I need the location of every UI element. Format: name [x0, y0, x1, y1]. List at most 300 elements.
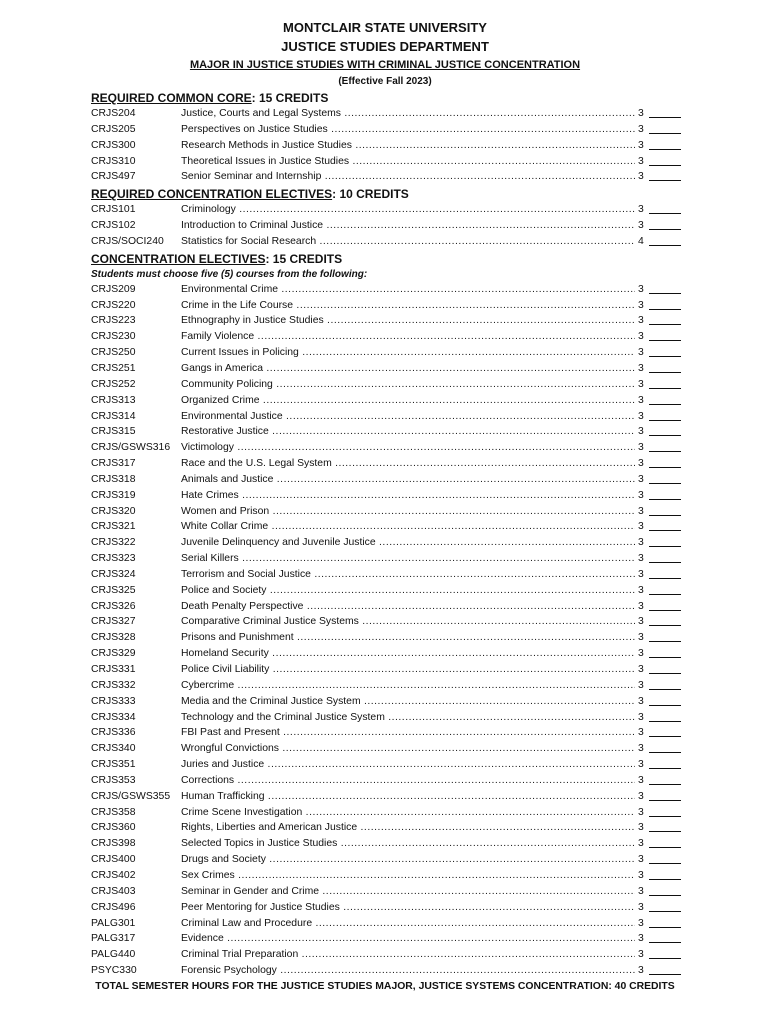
course-row [0, 298, 770, 314]
completion-blank[interactable] [649, 831, 681, 832]
completion-blank[interactable] [649, 499, 681, 500]
course-title-text: Drugs and Society [181, 854, 266, 866]
course-row [0, 456, 770, 472]
completion-blank[interactable] [649, 180, 681, 181]
course-credits: 3 [638, 917, 644, 929]
course-title-text: Peer Mentoring for Justice Studies [181, 901, 340, 913]
course-code: CRJS319 [91, 489, 136, 501]
course-credits: 3 [638, 489, 644, 501]
completion-blank[interactable] [649, 911, 681, 912]
course-row [0, 852, 770, 868]
course-title [181, 900, 635, 916]
course-credits: 3 [638, 901, 644, 913]
completion-blank[interactable] [649, 879, 681, 880]
course-title-text: Introduction to Criminal Justice [181, 220, 324, 232]
course-code: CRJS250 [91, 347, 136, 359]
course-row [0, 202, 770, 218]
completion-blank[interactable] [649, 784, 681, 785]
course-title [181, 535, 635, 551]
completion-blank[interactable] [649, 356, 681, 357]
completion-blank[interactable] [649, 816, 681, 817]
completion-blank[interactable] [649, 594, 681, 595]
course-title-text: Family Violence [181, 331, 255, 343]
course-code: CRJS332 [91, 679, 136, 691]
course-credits: 3 [638, 347, 644, 359]
course-title-text: Human Trafficking [181, 790, 265, 802]
course-title [181, 725, 635, 741]
course-title-text: Community Policing [181, 378, 273, 390]
completion-blank[interactable] [649, 689, 681, 690]
course-code: CRJS101 [91, 204, 136, 216]
course-title [181, 599, 635, 615]
course-row [0, 218, 770, 234]
program-title: MAJOR IN JUSTICE STUDIES WITH CRIMINAL JUSTICE CONCENTRATION [189, 59, 581, 71]
completion-blank[interactable] [649, 927, 681, 928]
course-code: CRJS340 [91, 743, 136, 755]
course-title [181, 916, 635, 932]
completion-blank[interactable] [649, 117, 681, 118]
course-code: CRJS326 [91, 600, 136, 612]
course-row [0, 377, 770, 393]
course-code: PALG317 [91, 933, 136, 945]
course-code: PALG301 [91, 917, 136, 929]
course-row [0, 820, 770, 836]
course-row [0, 773, 770, 789]
course-credits: 3 [638, 711, 644, 723]
section-heading [91, 251, 770, 267]
course-code: CRJS315 [91, 426, 136, 438]
course-code: CRJS497 [91, 171, 136, 183]
course-title-text: Criminal Law and Procedure [181, 917, 313, 929]
course-title [181, 234, 635, 250]
course-credits: 3 [638, 679, 644, 691]
section-credits: : 10 CREDITS [332, 187, 409, 202]
section-credits: : 15 CREDITS [251, 91, 329, 105]
course-code: CRJS317 [91, 458, 136, 470]
course-credits: 3 [638, 885, 644, 897]
course-title [181, 504, 635, 520]
course-row [0, 916, 770, 932]
course-code: CRJS/GSWS316 [91, 442, 171, 454]
completion-blank[interactable] [649, 530, 681, 531]
course-code: CRJS102 [91, 220, 136, 232]
course-title-text: Gangs in America [181, 362, 264, 374]
course-row [0, 614, 770, 630]
course-credits: 3 [638, 822, 644, 834]
course-credits: 3 [638, 458, 644, 470]
course-title-text: Corrections [181, 774, 235, 786]
course-title-text: Environmental Justice [181, 410, 283, 422]
course-row [0, 646, 770, 662]
completion-blank[interactable] [649, 847, 681, 848]
course-title-text: White Collar Crime [181, 521, 269, 533]
course-title-text: Serial Killers [181, 553, 239, 565]
course-row [0, 138, 770, 154]
course-code: CRJS334 [91, 711, 136, 723]
course-title-text: Hate Crimes [181, 489, 239, 501]
course-title-text: Victimology [181, 442, 234, 454]
course-title-text: Sex Crimes [181, 869, 235, 881]
course-credits: 3 [638, 664, 644, 675]
course-code: CRJS/SOCI240 [91, 235, 164, 247]
course-title [181, 456, 635, 472]
course-title-text: Evidence [181, 933, 224, 945]
course-title-text: Current Issues in Policing [181, 347, 299, 359]
course-title-text: Selected Topics in Justice Studies [181, 838, 338, 850]
course-credits: 3 [638, 299, 644, 311]
course-row [0, 884, 770, 900]
course-title [181, 805, 635, 821]
course-title [181, 488, 635, 504]
course-row [0, 488, 770, 504]
course-row [0, 741, 770, 757]
course-title-text: Death Penalty Perspective [181, 600, 304, 612]
course-code: CRJS204 [91, 108, 136, 119]
total-credits: TOTAL SEMESTER HOURS FOR THE JUSTICE STUDIES MAJOR, JUSTICE SYSTEMS CONCENTRATION: 40 CREDITS [95, 981, 675, 992]
course-row [0, 472, 770, 488]
completion-blank[interactable] [649, 229, 681, 230]
completion-blank[interactable] [649, 340, 681, 341]
course-code: CRJS314 [91, 410, 136, 422]
course-title [181, 630, 635, 646]
course-title [181, 773, 635, 789]
course-code: CRJS351 [91, 759, 136, 771]
course-row [0, 694, 770, 710]
course-title [181, 298, 635, 314]
course-title-text: Theoretical Issues in Justice Studies [181, 155, 350, 167]
effective-date: (Effective Fall 2023) [338, 76, 432, 87]
course-code: CRJS300 [91, 139, 136, 151]
course-title [181, 424, 635, 440]
course-code: CRJS220 [91, 299, 136, 311]
course-title [181, 169, 635, 185]
course-row [0, 424, 770, 440]
course-code: CRJS230 [91, 331, 136, 343]
completion-blank[interactable] [649, 467, 681, 468]
course-row [0, 947, 770, 963]
course-title-text: Environmental Crime [181, 283, 279, 295]
course-credits: 3 [638, 394, 644, 406]
completion-blank[interactable] [649, 213, 681, 214]
course-credits: 3 [638, 362, 644, 374]
completion-blank[interactable] [649, 546, 681, 547]
completion-blank[interactable] [649, 736, 681, 737]
course-code: CRJS496 [91, 901, 136, 913]
course-row [0, 440, 770, 456]
course-code: CRJS209 [91, 283, 136, 295]
course-title-text: Criminology [181, 204, 236, 216]
completion-blank[interactable] [649, 515, 681, 516]
course-title [181, 836, 635, 852]
course-row [0, 282, 770, 298]
course-credits: 3 [638, 838, 644, 850]
course-code: CRJS353 [91, 774, 136, 786]
course-title-text: Women and Prison [181, 505, 270, 517]
course-row [0, 345, 770, 361]
course-sections [0, 90, 770, 979]
completion-blank[interactable] [649, 958, 681, 959]
course-row [0, 757, 770, 773]
course-credits: 3 [638, 315, 644, 327]
course-title-text: Crime in the Life Course [181, 299, 294, 311]
course-title [181, 931, 635, 947]
course-credits: 3 [638, 426, 644, 438]
course-credits: 3 [638, 774, 644, 786]
course-credits: 3 [638, 806, 644, 818]
course-code: CRJS403 [91, 885, 136, 897]
course-title-text: Homeland Security [181, 648, 269, 660]
course-title [181, 614, 635, 630]
course-code: CRJS251 [91, 362, 136, 374]
completion-blank[interactable] [649, 625, 681, 626]
completion-blank[interactable] [649, 942, 681, 943]
course-title [181, 757, 635, 773]
course-code: PSYC330 [91, 965, 137, 977]
course-row [0, 963, 770, 979]
course-code: CRJS324 [91, 568, 136, 580]
course-title [181, 106, 635, 122]
completion-blank[interactable] [649, 721, 681, 722]
course-title [181, 662, 635, 678]
course-row [0, 789, 770, 805]
course-title [181, 345, 635, 361]
completion-blank[interactable] [649, 863, 681, 864]
course-title [181, 519, 635, 535]
course-code: CRJS/GSWS355 [91, 790, 171, 802]
course-code: CRJS205 [91, 123, 136, 135]
completion-blank[interactable] [649, 895, 681, 896]
completion-blank[interactable] [649, 705, 681, 706]
program-sheet [0, 18, 770, 979]
course-title [181, 282, 635, 298]
course-code: CRJS331 [91, 664, 136, 675]
course-row [0, 805, 770, 821]
completion-blank[interactable] [649, 324, 681, 325]
course-title-text: Cybercrime [181, 679, 235, 691]
course-title [181, 694, 635, 710]
course-title [181, 820, 635, 836]
course-credits: 3 [638, 410, 644, 422]
course-credits: 3 [638, 695, 644, 707]
completion-blank[interactable] [649, 435, 681, 436]
course-row [0, 710, 770, 726]
course-code: CRJS398 [91, 838, 136, 850]
completion-blank[interactable] [649, 293, 681, 294]
course-title [181, 947, 635, 963]
course-credits: 3 [638, 933, 644, 945]
completion-blank[interactable] [649, 673, 681, 674]
course-row [0, 725, 770, 741]
course-title-text: Restorative Justice [181, 426, 269, 438]
course-title-text: Forensic Psychology [181, 965, 277, 977]
completion-blank[interactable] [649, 388, 681, 389]
course-code: CRJS310 [91, 155, 136, 167]
course-row [0, 106, 770, 122]
course-credits: 3 [638, 521, 644, 533]
university-name: MONTCLAIR STATE UNIVERSITY [283, 20, 487, 35]
completion-blank[interactable] [649, 752, 681, 753]
course-title-text: Terrorism and Social Justice [181, 568, 311, 580]
course-code: CRJS400 [91, 854, 136, 866]
course-title-text: Ethnography in Justice Studies [181, 315, 324, 327]
section-title: CONCENTRATION ELECTIVES [91, 251, 266, 266]
completion-blank[interactable] [649, 974, 681, 975]
course-row [0, 535, 770, 551]
course-row [0, 154, 770, 170]
course-title-text: Technology and the Criminal Justice System [181, 711, 385, 723]
completion-blank[interactable] [649, 404, 681, 405]
course-code: CRJS320 [91, 505, 136, 517]
course-code: CRJS318 [91, 473, 136, 485]
course-title-text: Crime Scene Investigation [181, 806, 303, 818]
course-title-text: Media and the Criminal Justice System [181, 695, 361, 707]
course-credits: 3 [638, 648, 644, 660]
course-title [181, 202, 635, 218]
course-code: CRJS402 [91, 869, 136, 881]
completion-blank[interactable] [649, 562, 681, 563]
course-title-text: Comparative Criminal Justice Systems [181, 616, 359, 628]
course-title-text: Criminal Trial Preparation [181, 949, 299, 961]
course-credits: 4 [638, 235, 644, 247]
course-title-text: Police and Society [181, 584, 267, 596]
course-code: CRJS333 [91, 695, 136, 707]
course-code: PALG440 [91, 949, 136, 961]
course-credits: 3 [638, 155, 644, 167]
course-code: CRJS329 [91, 648, 136, 660]
course-title-text: Juries and Justice [181, 759, 265, 771]
course-credits: 3 [638, 204, 644, 216]
course-title [181, 440, 635, 456]
completion-blank[interactable] [649, 610, 681, 611]
course-title [181, 583, 635, 599]
course-row [0, 551, 770, 567]
course-title [181, 138, 635, 154]
course-code: CRJS328 [91, 632, 136, 644]
course-row [0, 900, 770, 916]
course-credits: 3 [638, 790, 644, 802]
course-title [181, 852, 635, 868]
course-title-text: Juvenile Delinquency and Juvenile Justice [181, 537, 376, 549]
completion-blank[interactable] [649, 372, 681, 373]
course-credits: 3 [638, 139, 644, 151]
course-credits: 3 [638, 123, 644, 135]
section-heading [91, 186, 770, 202]
completion-blank[interactable] [649, 149, 681, 150]
completion-blank[interactable] [649, 578, 681, 579]
course-credits: 3 [638, 600, 644, 612]
course-title [181, 868, 635, 884]
course-title-text: Rights, Liberties and American Justice [181, 822, 358, 834]
course-title-text: Police Civil Liability [181, 664, 270, 675]
completion-blank[interactable] [649, 800, 681, 801]
completion-blank[interactable] [649, 165, 681, 166]
course-credits: 3 [638, 331, 644, 343]
course-credits: 3 [638, 759, 644, 771]
course-code: CRJS323 [91, 553, 136, 565]
course-credits: 3 [638, 171, 644, 183]
course-credits: 3 [638, 442, 644, 454]
course-title-text: Justice, Courts and Legal Systems [181, 108, 341, 119]
course-title [181, 551, 635, 567]
course-row [0, 931, 770, 947]
course-row [0, 599, 770, 615]
course-title [181, 393, 635, 409]
course-title [181, 122, 635, 138]
course-credits: 3 [638, 854, 644, 866]
completion-blank[interactable] [649, 451, 681, 452]
course-code: CRJS313 [91, 394, 136, 406]
course-title [181, 472, 635, 488]
completion-blank[interactable] [649, 245, 681, 246]
section-title: REQUIRED COMMON CORE [91, 91, 252, 105]
course-title [181, 963, 635, 979]
course-title [181, 154, 635, 170]
course-credits: 3 [638, 616, 644, 628]
course-title-text: Race and the U.S. Legal System [181, 458, 332, 470]
course-row [0, 234, 770, 250]
completion-blank[interactable] [649, 641, 681, 642]
course-code: CRJS321 [91, 521, 136, 533]
course-row [0, 313, 770, 329]
completion-blank[interactable] [649, 768, 681, 769]
course-credits: 3 [638, 632, 644, 644]
completion-blank[interactable] [649, 483, 681, 484]
course-row [0, 583, 770, 599]
course-row [0, 868, 770, 884]
course-code: CRJS252 [91, 378, 136, 390]
course-row [0, 329, 770, 345]
course-credits: 3 [638, 949, 644, 961]
course-title [181, 710, 635, 726]
course-row [0, 361, 770, 377]
course-title [181, 218, 635, 234]
course-title [181, 789, 635, 805]
course-row [0, 630, 770, 646]
course-title [181, 567, 635, 583]
course-title [181, 884, 635, 900]
course-title-text: Animals and Justice [181, 473, 274, 485]
course-row [0, 836, 770, 852]
course-row [0, 169, 770, 185]
course-title [181, 678, 635, 694]
course-title-text: Research Methods in Justice Studies [181, 139, 352, 151]
course-title-text: Senior Seminar and Internship [181, 171, 322, 183]
course-credits: 3 [638, 378, 644, 390]
course-row [0, 504, 770, 520]
course-title-text: Organized Crime [181, 394, 260, 406]
course-credits: 3 [638, 553, 644, 565]
course-code: CRJS325 [91, 584, 136, 596]
course-credits: 3 [638, 743, 644, 755]
completion-blank[interactable] [649, 657, 681, 658]
course-credits: 3 [638, 220, 644, 232]
course-credits: 3 [638, 537, 644, 549]
course-title-text: Statistics for Social Research [181, 235, 317, 247]
course-title-text: Prisons and Punishment [181, 632, 294, 644]
course-credits: 3 [638, 108, 644, 119]
course-code: CRJS327 [91, 616, 136, 628]
course-credits: 3 [638, 965, 644, 977]
completion-blank[interactable] [649, 309, 681, 310]
course-title [181, 646, 635, 662]
course-row [0, 519, 770, 535]
section-note: Students must choose five (5) courses from the following: [91, 268, 368, 280]
course-code: CRJS223 [91, 315, 136, 327]
completion-blank[interactable] [649, 133, 681, 134]
section-credits: : 15 CREDITS [265, 251, 343, 266]
course-title [181, 329, 635, 345]
completion-blank[interactable] [649, 420, 681, 421]
